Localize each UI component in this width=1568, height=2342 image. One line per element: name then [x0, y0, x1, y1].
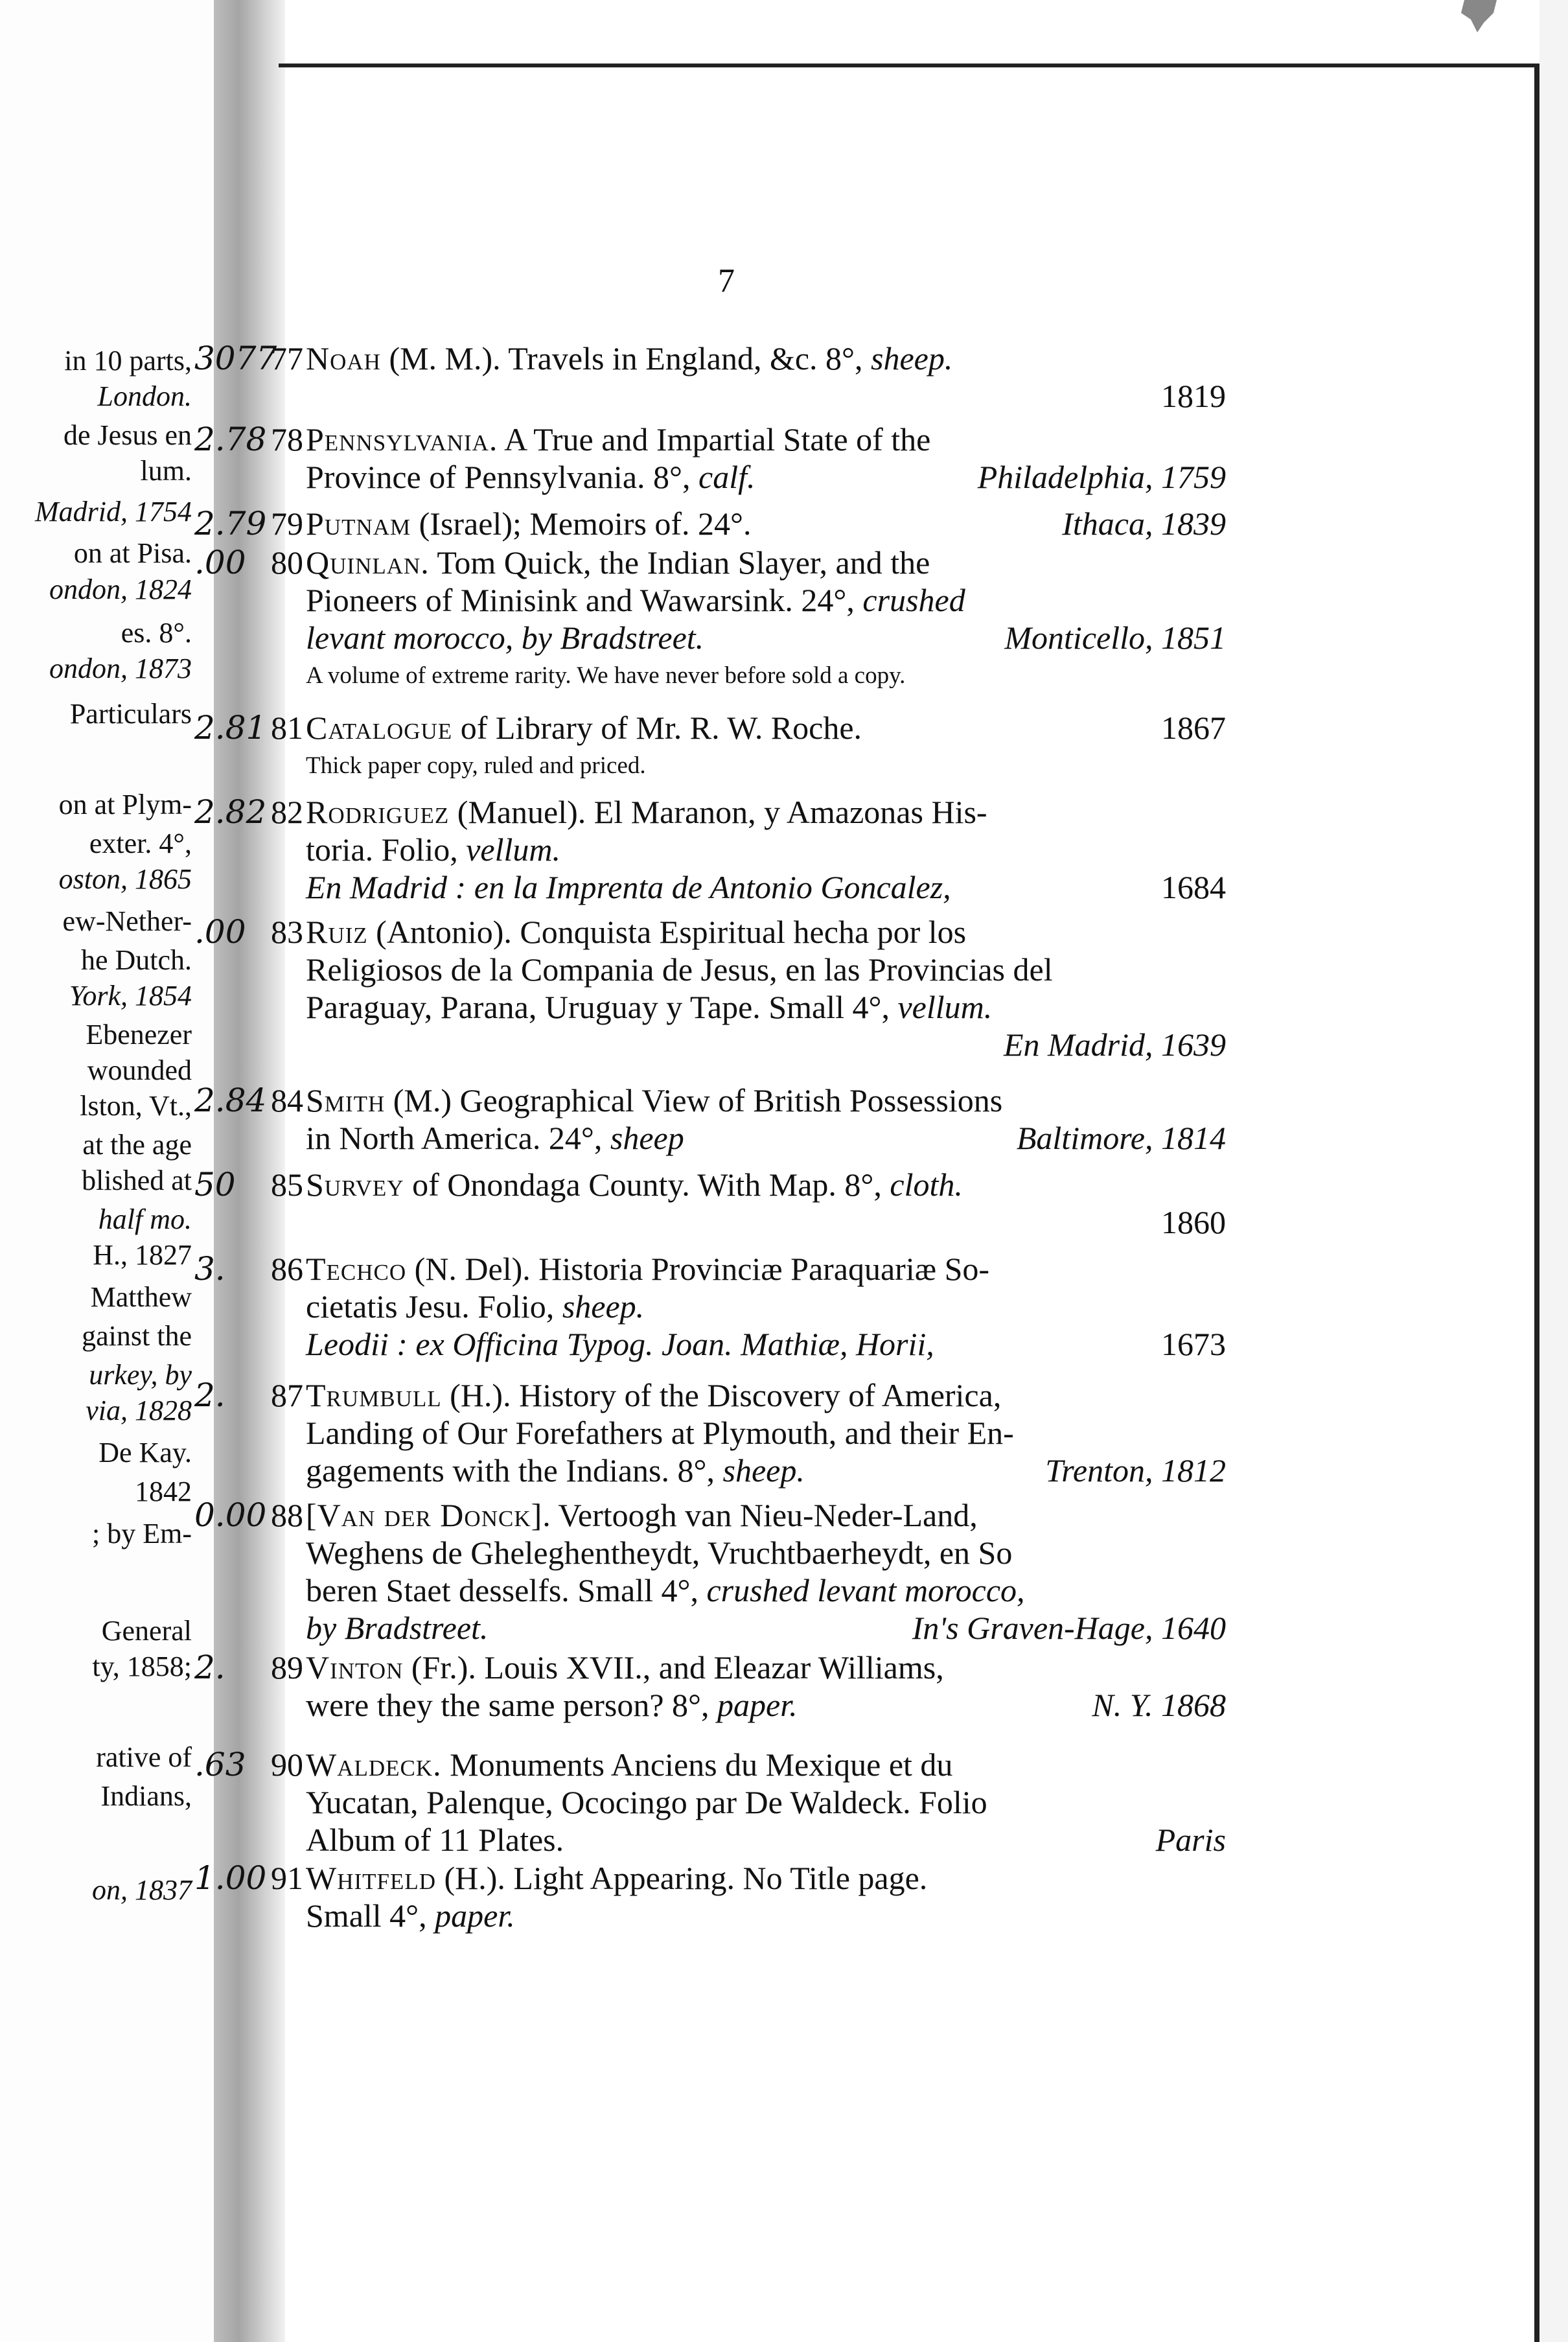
facing-page-line: gainst the: [82, 1320, 192, 1352]
entry-line: [306, 1687, 1226, 1723]
facing-page-line: ondon, 1873: [49, 653, 192, 684]
entry-heading: Survey: [306, 1166, 404, 1203]
entry-number: 87: [271, 1377, 303, 1413]
entry-line: [306, 1897, 1226, 1934]
entry-text: (H.). History of the Discovery of America,: [441, 1377, 1002, 1413]
entry-line: [306, 989, 1226, 1025]
entry-line: [306, 1746, 1226, 1783]
entry-imprint: Baltimore, 1814: [1016, 1120, 1226, 1156]
facing-page-line: 1842: [135, 1476, 192, 1507]
facing-page-line: Ebenezer: [86, 1019, 192, 1050]
entry-binding: paper.: [717, 1687, 798, 1723]
entry-binding: levant morocco, by Bradstreet.: [306, 620, 704, 656]
entry-line: [306, 1288, 1226, 1325]
entry-line: [306, 1377, 1226, 1413]
entry-imprint: Trenton, 1812: [1045, 1452, 1226, 1489]
entry-heading: Quinlan.: [306, 544, 430, 581]
entry-line: [306, 1822, 1226, 1858]
entry-line: [306, 1860, 1226, 1896]
handwritten-price: .63: [194, 1746, 246, 1783]
corner-smudge: [1458, 0, 1503, 39]
entry-text: Paraguay, Parana, Uruguay y Tape. Small 4°,: [306, 989, 898, 1025]
entry-number: 81: [271, 710, 303, 746]
entry-text: of Library of Mr. R. W. Roche.: [452, 710, 862, 746]
entry-line: [306, 340, 1226, 377]
entry-binding: calf.: [698, 459, 755, 495]
entry-line: [306, 1120, 1226, 1156]
entry-binding: cloth.: [890, 1166, 963, 1203]
entry-number: 83: [271, 914, 303, 950]
entry-text: (N. Del). Historia Provinciæ Paraquariæ So-: [406, 1251, 990, 1287]
facing-page-line: half mo.: [98, 1203, 192, 1235]
entry-text: beren Staet desselfs. Small 4°,: [306, 1572, 707, 1608]
entry-heading: Waldeck.: [306, 1746, 442, 1783]
facing-page-line: H., 1827: [93, 1239, 192, 1271]
facing-page-line: London.: [97, 380, 192, 412]
entry-heading: Putnam: [306, 505, 411, 542]
entry-imprint: 1860: [1161, 1204, 1226, 1240]
entry-text: (H.). Light Appearing. No Title page.: [436, 1860, 928, 1896]
entry-text: toria. Folio,: [306, 831, 467, 868]
entry-heading: Catalogue: [306, 710, 453, 746]
entry-text: Tom Quick, the Indian Slayer, and the: [429, 544, 930, 581]
handwritten-price: 2.84: [194, 1082, 267, 1119]
page-number: 7: [718, 262, 735, 299]
entry-number: 88: [271, 1497, 303, 1533]
entry-heading: Smith: [306, 1082, 386, 1119]
facing-page-line: de Jesus en: [63, 419, 192, 451]
entry-imprint: 1673: [1161, 1326, 1226, 1362]
facing-page-line: in 10 parts,: [64, 345, 192, 377]
entry-number: 77: [271, 340, 303, 377]
entry-text: in North America. 24°,: [306, 1120, 610, 1156]
entry-imprint: In's Graven-Hage, 1640: [912, 1610, 1226, 1646]
entry-imprint: Paris: [1155, 1822, 1226, 1858]
entry-text: Landing of Our Forefathers at Plymouth, and their En-: [306, 1415, 1014, 1451]
facing-page-line: exter. 4°,: [89, 828, 192, 859]
entry-number: 82: [271, 794, 303, 830]
entry-line: [306, 1166, 1226, 1203]
entry-binding: sheep.: [871, 340, 953, 377]
entry-line: [306, 620, 1226, 656]
entry-imprint: 1867: [1161, 710, 1226, 746]
handwritten-price: 3.: [194, 1250, 225, 1288]
entry-binding: crushed: [862, 582, 965, 618]
entry-line: [306, 747, 1226, 781]
entry-line: [306, 421, 1226, 458]
handwritten-price: .00: [194, 544, 246, 581]
entry-binding: En Madrid : en la Imprenta de Antonio Goncalez,: [306, 869, 951, 905]
entry-imprint: N. Y. 1868: [1092, 1687, 1226, 1723]
handwritten-price: 3077: [194, 340, 277, 377]
entry-number: 85: [271, 1166, 303, 1203]
entry-note: A volume of extreme rarity. We have never before sold a copy.: [306, 662, 906, 689]
facing-page-line: blished at: [82, 1165, 192, 1196]
handwritten-price: 2.78: [194, 421, 267, 458]
entry-text: . Vertoogh van Nieu-Neder-Land,: [542, 1497, 978, 1533]
entry-heading: Techco: [306, 1251, 407, 1287]
entry-line: [306, 1784, 1226, 1820]
entry-binding: sheep.: [562, 1288, 645, 1325]
entry-text: (Manuel). El Maranon, y Amazonas His-: [449, 794, 987, 830]
entry-imprint: 1684: [1161, 869, 1226, 905]
entry-line: [306, 869, 1226, 905]
entry-text: (Antonio). Conquista Espiritual hecha por los: [367, 914, 967, 950]
facing-page-line: es. 8°.: [121, 617, 192, 649]
entry-binding: sheep.: [722, 1452, 805, 1489]
entry-line: [306, 459, 1226, 495]
entry-line: [306, 1082, 1226, 1119]
facing-page-line: Indians,: [100, 1780, 192, 1812]
entry-line: [306, 505, 1226, 542]
entry-binding: crushed levant morocco,: [706, 1572, 1025, 1608]
entry-text: Small 4°,: [306, 1897, 435, 1934]
entry-number: 86: [271, 1251, 303, 1287]
entry-number: 84: [271, 1082, 303, 1119]
entry-line: [306, 1251, 1226, 1287]
facing-page-line: lum.: [140, 455, 192, 487]
handwritten-price: 2.: [194, 1376, 225, 1414]
facing-page-line: York, 1854: [69, 980, 192, 1012]
facing-page-line: Particulars: [69, 698, 192, 730]
entry-line: [306, 1610, 1226, 1646]
facing-page-line: urkey, by: [89, 1359, 192, 1391]
facing-page-line: ty, 1858;: [92, 1651, 192, 1682]
entry-number: 78: [271, 421, 303, 458]
facing-page-line: Madrid, 1754: [35, 496, 192, 528]
entry-text: (Israel); Memoirs of. 24°.: [411, 505, 752, 542]
facing-page-line: De Kay.: [98, 1437, 192, 1468]
entry-line: [306, 582, 1226, 618]
entry-line: [306, 1535, 1226, 1571]
facing-page-line: ; by Em-: [92, 1518, 192, 1549]
facing-page-line: he Dutch.: [80, 944, 192, 976]
entry-line: [306, 1326, 1226, 1362]
entry-line: [306, 1452, 1226, 1489]
facing-page-line: via, 1828: [86, 1395, 192, 1426]
entry-text: (M. M.). Travels in England, &c. 8°,: [380, 340, 871, 377]
entry-line: [306, 544, 1226, 581]
entry-heading: Pennsylvania.: [306, 421, 498, 458]
facing-page-line: Matthew: [90, 1281, 192, 1313]
entry-number: 91: [271, 1860, 303, 1896]
entry-binding: vellum.: [466, 831, 560, 868]
facing-page-line: on, 1837: [92, 1874, 192, 1906]
facing-page-line: on at Plym-: [58, 789, 192, 820]
entry-heading: Trumbull: [306, 1377, 442, 1413]
entry-heading: Whitfeld: [306, 1860, 437, 1896]
entry-line: [306, 1649, 1226, 1686]
facing-page-line: wounded: [87, 1054, 192, 1086]
entry-binding: Leodii : ex Officina Typog. Joan. Mathiæ, Horii,: [306, 1326, 934, 1362]
entry-text: A True and Impartial State of the: [498, 421, 931, 458]
entry-line: [306, 951, 1226, 988]
entry-binding: sheep: [610, 1120, 684, 1156]
entry-line: [306, 831, 1226, 868]
handwritten-price: 2.82: [194, 793, 267, 831]
entry-line: [306, 1497, 1226, 1533]
page-border-right: [1534, 64, 1539, 2342]
handwritten-price: .00: [194, 913, 246, 951]
facing-page-line: at the age: [82, 1129, 192, 1161]
facing-page-line: ew-Nether-: [62, 905, 192, 937]
entry-heading: Noah: [306, 340, 381, 377]
entry-imprint: Ithaca, 1839: [1062, 505, 1226, 542]
facing-page-line: rative of: [96, 1741, 192, 1773]
entry-number: 89: [271, 1649, 303, 1686]
entry-text: cietatis Jesu. Folio,: [306, 1288, 562, 1325]
entry-line: [306, 794, 1226, 830]
entry-line: [306, 710, 1226, 746]
entry-imprint: Monticello, 1851: [1004, 620, 1226, 656]
entry-heading: Ruiz: [306, 914, 368, 950]
handwritten-price: 2.79: [194, 505, 267, 542]
entry-heading: [Van der Donck]: [306, 1497, 543, 1533]
entry-heading: Vinton: [306, 1649, 404, 1686]
entry-text: Pioneers of Minisink and Wawarsink. 24°,: [306, 582, 863, 618]
entry-binding: vellum.: [897, 989, 993, 1025]
facing-page-line: oston, 1865: [58, 863, 192, 895]
entry-binding: paper.: [435, 1897, 515, 1934]
handwritten-price: 0.00: [194, 1496, 267, 1534]
page-border-top: [279, 64, 1542, 67]
handwritten-price: 2.81: [194, 709, 267, 747]
entry-imprint: Philadelphia, 1759: [977, 459, 1226, 495]
entry-text: Religiosos de la Compania de Jesus, en las Provincias del: [306, 951, 1053, 988]
entry-text: Province of Pennsylvania. 8°,: [306, 459, 699, 495]
handwritten-price: 2.: [194, 1649, 225, 1686]
facing-page-line: on at Pisa.: [73, 537, 192, 569]
entry-text: (Fr.). Louis XVII., and Eleazar Williams,: [403, 1649, 944, 1686]
entry-line: [306, 1415, 1226, 1451]
entry-imprint: 1819: [1161, 378, 1226, 414]
entry-text: Yucatan, Palenque, Ococingo par De Waldeck. Folio: [306, 1784, 987, 1820]
entry-imprint: En Madrid, 1639: [1003, 1026, 1226, 1063]
entry-number: 90: [271, 1746, 303, 1783]
facing-page-line: General: [101, 1615, 192, 1647]
entry-number: 80: [271, 544, 303, 581]
entry-text: of Onondaga County. With Map. 8°,: [404, 1166, 890, 1203]
entry-note: Thick paper copy, ruled and priced.: [306, 752, 646, 779]
right-margin-shade: [1539, 0, 1568, 2342]
entry-line: [306, 914, 1226, 950]
entry-text: were they the same person? 8°,: [306, 1687, 718, 1723]
facing-page-fragment: [0, 0, 214, 2342]
entry-number: 79: [271, 505, 303, 542]
entry-text: Weghens de Gheleghentheydt, Vruchtbaerheydt, en So: [306, 1535, 1013, 1571]
entry-heading: Rodriguez: [306, 794, 450, 830]
entry-line: [306, 657, 1226, 691]
entry-text: Album of 11 Plates.: [306, 1822, 564, 1858]
facing-page-line: ondon, 1824: [49, 574, 192, 605]
entry-text: gagements with the Indians. 8°,: [306, 1452, 723, 1489]
handwritten-price: 50: [194, 1166, 236, 1203]
handwritten-price: 1.00: [194, 1859, 267, 1897]
entry-line: [306, 1572, 1226, 1608]
facing-page-line: lston, Vt.,: [80, 1090, 192, 1122]
entry-text: (M.) Geographical View of British Possessions: [385, 1082, 1003, 1119]
entry-text: Monuments Anciens du Mexique et du: [441, 1746, 953, 1783]
entry-binding: by Bradstreet.: [306, 1610, 489, 1646]
